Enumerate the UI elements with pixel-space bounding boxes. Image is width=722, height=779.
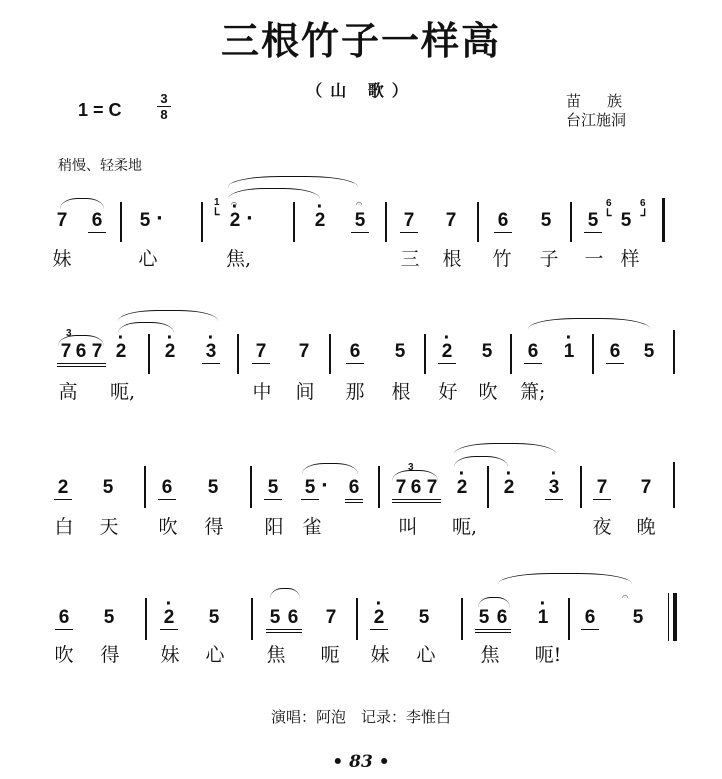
note: 6 [88, 210, 106, 233]
lyric: 吹 [54, 644, 74, 666]
bar-line [568, 598, 570, 640]
key-signature: 1 = C [78, 100, 122, 120]
tempo-marking: 稍慢、轻柔地 [58, 158, 142, 174]
note: 7 [325, 607, 337, 628]
lyric: 好 [438, 381, 458, 403]
note: 5 [584, 210, 602, 233]
note: 6 [581, 607, 599, 630]
note: 5 [481, 341, 493, 362]
lyric: 呃, [110, 381, 136, 403]
note: · 2 [311, 210, 329, 232]
note: 7 [56, 210, 68, 231]
bar-line [251, 598, 253, 640]
lyric: 吹 [158, 516, 178, 538]
bar-line [293, 202, 295, 242]
note: 7 [88, 341, 106, 367]
lyric: 焦 [266, 644, 286, 666]
bar-line [148, 334, 150, 374]
lyric: 得 [100, 644, 120, 666]
note: 7 [57, 341, 75, 367]
augmentation-dot: · [321, 475, 328, 496]
slur [454, 443, 556, 454]
page-number: • 83 • [332, 752, 390, 772]
bar-line [329, 334, 331, 374]
bar-line [250, 466, 252, 508]
bar-line [477, 202, 479, 242]
note: 5 [351, 210, 369, 233]
slur [270, 588, 300, 599]
grace-note: 6 ᒪ [606, 198, 612, 219]
lyric: 心 [138, 248, 158, 270]
note: · 2 [226, 210, 244, 232]
note: · 2 [438, 341, 456, 364]
lyric: 三 [400, 248, 420, 270]
lyric: 样 [620, 248, 640, 270]
grace-note: 1 ᒪ [214, 197, 220, 218]
note: 7 [392, 477, 410, 503]
note: · 3 [202, 341, 220, 364]
lyric: 天 [99, 516, 119, 538]
lyric: 竹 [492, 248, 512, 270]
note: · 2 [370, 607, 388, 630]
slur [498, 573, 632, 584]
note: 5 [643, 341, 655, 362]
lyric: 一 [584, 248, 604, 270]
note: · 2 [161, 341, 179, 363]
bar-line [570, 202, 572, 242]
note: 6 [72, 341, 90, 367]
bar-line [120, 202, 122, 242]
lyric: 呃, [452, 516, 478, 538]
augmentation-dot: · [156, 208, 163, 229]
lyric: 根 [391, 381, 411, 403]
lyric: 子 [539, 248, 559, 270]
grace-note-value: 6 [640, 198, 646, 209]
lyric: 那 [345, 381, 365, 403]
time-numerator: 3 [160, 91, 168, 106]
bar-line [201, 202, 203, 242]
grace-note: 6 ᒧ [640, 198, 647, 219]
lyric: 呃! [534, 644, 562, 666]
slur [60, 198, 104, 209]
lyric: 叫 [398, 516, 418, 538]
origin-info [566, 92, 648, 130]
lyric: 心 [416, 644, 436, 666]
final-bar-thick [673, 593, 677, 641]
note: · 3 [545, 477, 563, 500]
note: · 2 [453, 477, 471, 499]
lyric: 间 [295, 381, 315, 403]
bar-line [145, 598, 147, 640]
note: 5 [620, 210, 632, 231]
bar-line [673, 330, 675, 374]
lyric: 焦 [480, 644, 500, 666]
note: · 2 [112, 341, 130, 363]
note: 5 [208, 607, 220, 628]
lyric: 雀 [302, 516, 322, 538]
note: 5 [540, 210, 552, 231]
note: 7 [252, 341, 270, 364]
bar-line [378, 466, 380, 508]
lyric: 白 [54, 516, 74, 538]
note: · 1 [560, 341, 578, 363]
song-title: 三根竹子一样高 [220, 19, 501, 63]
note: 6 [158, 477, 176, 500]
note: 7 [593, 477, 611, 500]
note: 6 [494, 210, 512, 233]
bar-line [487, 466, 489, 508]
note: 5 [102, 477, 114, 498]
bar-line [385, 202, 387, 242]
grace-note-value: 1 [214, 197, 220, 208]
fermata-icon: 𝄐 [231, 197, 238, 210]
ethnic-group: 苗族 [566, 92, 649, 110]
note: 7 [640, 477, 652, 498]
note: 6 [55, 607, 73, 630]
bar-line [356, 598, 358, 640]
lyric: 晚 [636, 516, 656, 538]
note: 5 [266, 607, 284, 633]
note: 6 [346, 341, 364, 364]
bar-line [237, 334, 239, 374]
fermata-icon: 𝄐 [356, 197, 363, 210]
note: 5 [301, 477, 319, 500]
bar-line [662, 198, 665, 242]
lyric: 高 [58, 381, 78, 403]
triplet-mark: 3 [66, 328, 72, 339]
note: 7 [298, 341, 310, 362]
lyric: 妹 [370, 644, 390, 666]
note: 2 [54, 477, 72, 500]
note: 6 [606, 341, 624, 364]
slur [118, 310, 218, 321]
note: · 2 [160, 607, 178, 630]
region: 台江施洞 [566, 111, 627, 129]
bar-line [510, 334, 512, 374]
note: 6 [524, 341, 542, 364]
slur [228, 176, 358, 187]
note: 5 [264, 477, 282, 500]
slur [302, 463, 358, 474]
note: 5 [103, 607, 115, 628]
lyric: 根 [442, 248, 462, 270]
fermata-icon: 𝄐 [622, 590, 629, 603]
note: 5 [632, 607, 644, 628]
lyric: 焦, [226, 248, 252, 270]
lyric: 妹 [160, 644, 180, 666]
bar-line [461, 598, 463, 640]
bar-line [580, 466, 582, 508]
note: · 2 [500, 477, 518, 499]
augmentation-dot: · [246, 208, 253, 229]
lyric: 呃 [320, 644, 340, 666]
lyric: 阳 [264, 516, 284, 538]
note: 5 [207, 477, 219, 498]
lyric: 夜 [592, 516, 612, 538]
lyric: 吹 [478, 381, 498, 403]
credits: 演唱：阿泡 记录：李惟白 [270, 708, 451, 726]
lyric: 妹 [52, 248, 72, 270]
lyric: 箫; [520, 381, 546, 403]
time-denominator: 8 [160, 107, 168, 122]
bar-line [144, 466, 146, 508]
note: 6 [407, 477, 425, 503]
note: 5 [394, 341, 406, 362]
lyric: 中 [252, 381, 272, 403]
final-bar-thin [668, 593, 669, 641]
note: 5 [139, 210, 151, 231]
lyric: 得 [204, 516, 224, 538]
note: 7 [423, 477, 441, 503]
time-signature [157, 92, 171, 121]
note: · 1 [534, 607, 552, 629]
triplet-mark: 3 [408, 462, 414, 473]
grace-note-value: 6 [606, 198, 612, 209]
genre-subtitle: （山 歌） [306, 81, 416, 100]
lyric: 心 [205, 644, 225, 666]
note: 7 [445, 210, 457, 231]
note: 5 [475, 607, 493, 633]
note: 6 [493, 607, 511, 633]
bar-line [673, 462, 675, 508]
slur [528, 318, 650, 329]
bar-line [424, 334, 426, 374]
bar-line [592, 334, 594, 374]
note: 7 [400, 210, 418, 233]
note: 6 [345, 477, 363, 503]
note: 6 [284, 607, 302, 633]
note: 5 [418, 607, 430, 628]
